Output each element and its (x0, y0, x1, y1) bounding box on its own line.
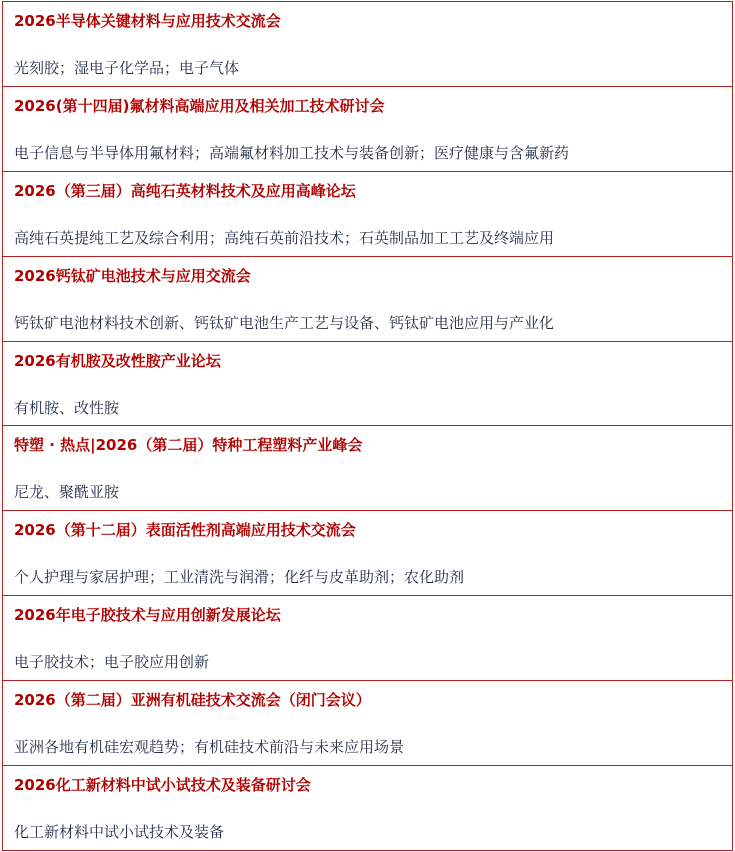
event-topics: 高纯石英提纯工艺及综合利用；高纯石英前沿技术；石英制品加工工艺及终端应用 (14, 228, 555, 247)
event-row[interactable] (2, 2, 733, 87)
event-title[interactable]: 2026有机胺及改性胺产业论坛 (14, 351, 221, 370)
event-title[interactable]: 2026钙钛矿电池技术与应用交流会 (14, 266, 251, 285)
events-list (2, 1, 733, 851)
event-title[interactable]: 2026化工新材料中试小试技术及装备研讨会 (14, 776, 311, 795)
event-title[interactable]: 2026（第十二届）表面活性剂高端应用技术交流会 (14, 521, 356, 540)
event-title[interactable]: 2026年电子胶技术与应用创新发展论坛 (14, 606, 281, 625)
event-title[interactable]: 2026(第十四届)氟材料高端应用及相关加工技术研讨会 (14, 96, 385, 115)
event-topics: 个人护理与家居护理；工业清洗与润滑；化纤与皮革助剂；农化助剂 (14, 568, 465, 587)
event-topics: 化工新材料中试小试技术及装备 (14, 823, 225, 842)
event-topics: 尼龙、聚酰亚胺 (14, 483, 120, 502)
event-row[interactable] (2, 172, 733, 257)
event-row[interactable] (2, 681, 733, 766)
event-topics: 电子信息与半导体用氟材料；高端氟材料加工技术与装备创新；医疗健康与含氟新药 (14, 143, 570, 162)
event-title[interactable]: 特塑 · 热点|2026（第二届）特种工程塑料产业峰会 (14, 436, 363, 455)
event-topics: 光刻胶；湿电子化学品；电子气体 (14, 59, 240, 77)
event-row[interactable] (2, 342, 733, 427)
event-topics: 亚洲各地有机硅宏观趋势；有机硅技术前沿与未来应用场景 (14, 738, 405, 757)
event-row[interactable] (2, 87, 733, 172)
event-topics: 电子胶技术；电子胶应用创新 (14, 653, 210, 672)
event-title[interactable]: 2026（第二届）亚洲有机硅技术交流会（闭门会议） (14, 691, 371, 710)
event-topics: 钙钛矿电池材料技术创新、钙钛矿电池生产工艺与设备、钙钛矿电池应用与产业化 (14, 313, 555, 332)
event-row[interactable] (2, 511, 733, 596)
event-row[interactable] (2, 596, 733, 681)
event-title[interactable]: 2026半导体关键材料与应用技术交流会 (14, 12, 281, 30)
event-row[interactable] (2, 766, 733, 851)
event-topics: 有机胺、改性胺 (14, 398, 120, 417)
event-title[interactable]: 2026（第三届）高纯石英材料技术及应用高峰论坛 (14, 181, 356, 200)
event-row[interactable] (2, 426, 733, 511)
event-row[interactable] (2, 257, 733, 342)
